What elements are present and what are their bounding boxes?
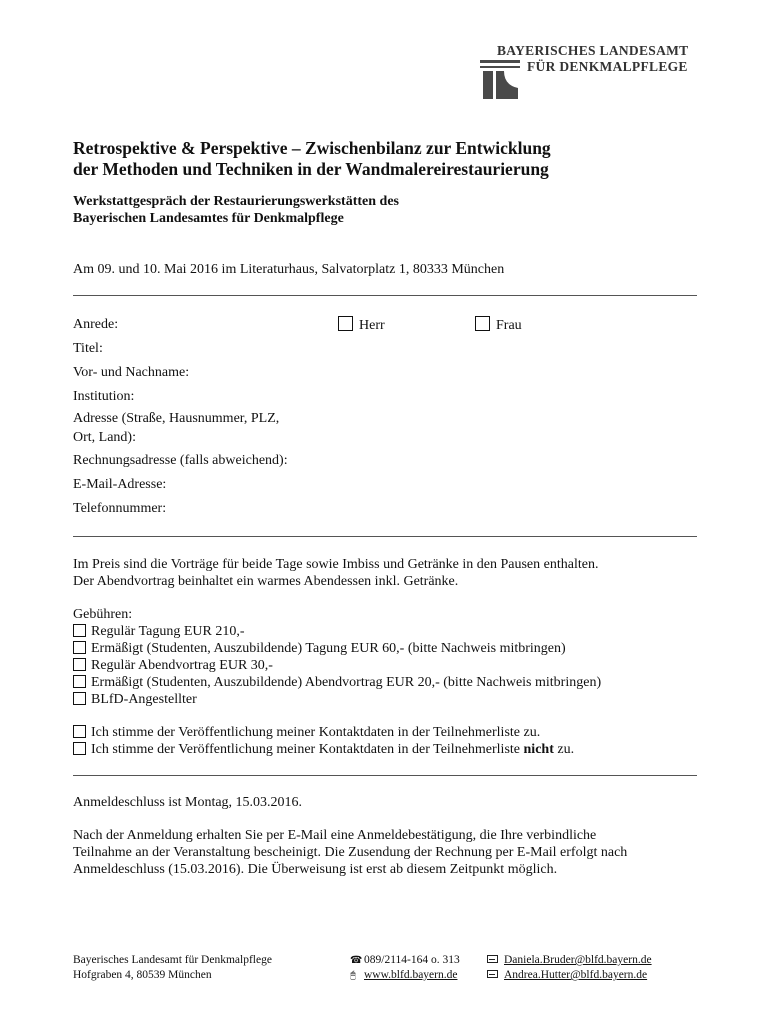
adresse-label-line-1: Adresse (Straße, Hausnummer, PLZ,	[73, 411, 280, 426]
fee-checkbox[interactable]	[73, 624, 86, 637]
fee-checkbox[interactable]	[73, 675, 86, 688]
footer-email-1[interactable]	[487, 953, 652, 968]
subtitle-line-1: Werkstattgespräch der Restaurierungswerkstätten des	[73, 194, 399, 209]
frau-checkbox[interactable]	[475, 316, 490, 331]
website-link[interactable]: www.blfd.bayern.de	[364, 969, 458, 981]
footer-email-2[interactable]	[487, 968, 647, 983]
email-label: E-Mail-Adresse:	[73, 477, 167, 492]
frau-option[interactable]	[475, 316, 522, 335]
titel-label: Titel:	[73, 341, 103, 356]
fee-option-label: Ermäßigt (Studenten, Auszubildende) Tagung EUR 60,- (bitte Nachweis mitbringen)	[91, 641, 566, 656]
closing-line-2: Teilnahme an der Veranstaltung bescheinigt. Die Zusendung der Rechnung per E-Mail erfolgt nach	[73, 845, 628, 860]
fee-option-label: Regulär Abendvortrag EUR 30,-	[91, 658, 273, 673]
event-date-location: Am 09. und 10. Mai 2016 im Literaturhaus, Salvatorplatz 1, 80333 München	[73, 262, 505, 277]
fees-heading: Gebühren:	[73, 607, 133, 622]
footer-org: Bayerisches Landesamt für Denkmalpflege	[73, 954, 272, 966]
herr-label: Herr	[359, 318, 385, 333]
consent-disagree-option[interactable]	[73, 741, 574, 759]
closing-line-1: Nach der Anmeldung erhalten Sie per E-Mail eine Anmeldebestätigung, die Ihre verbindliche	[73, 828, 597, 843]
frau-label: Frau	[496, 318, 522, 333]
consent-disagree-label: Ich stimme der Veröffentlichung meiner Kontaktdaten in der Teilnehmerliste nicht zu.	[91, 742, 575, 757]
fee-option[interactable]	[73, 623, 245, 641]
fee-option-label: BLfD-Angestellter	[91, 692, 197, 707]
adresse-label-line-2: Ort, Land):	[73, 430, 136, 445]
price-info-line-1: Im Preis sind die Vorträge für beide Tage sowie Imbiss und Getränke in den Pausen enthalten.	[73, 557, 599, 572]
fee-checkbox[interactable]	[73, 641, 86, 654]
subtitle-line-2: Bayerischen Landesamtes für Denkmalpflege	[73, 211, 344, 226]
telefon-label: Telefonnummer:	[73, 501, 167, 516]
fee-option[interactable]	[73, 674, 601, 692]
envelope-icon	[487, 955, 498, 963]
closing-line-3: Anmeldeschluss (15.03.2016). Die Überweisung ist erst ab diesem Zeitpunkt möglich.	[73, 862, 558, 877]
logo-mark	[480, 60, 520, 100]
rechnungsadresse-label: Rechnungsadresse (falls abweichend):	[73, 453, 288, 468]
email-link[interactable]: Daniela.Bruder@blfd.bayern.de	[504, 954, 652, 966]
price-info-line-2: Der Abendvortrag beinhaltet ein warmes Abendessen inkl. Getränke.	[73, 574, 459, 589]
mouse-icon: 🖰	[350, 970, 356, 981]
deadline-text: Anmeldeschluss ist Montag, 15.03.2016.	[73, 795, 303, 810]
footer-website[interactable]	[350, 968, 457, 983]
fee-option[interactable]	[73, 640, 566, 658]
fee-checkbox[interactable]	[73, 692, 86, 705]
footer-address: Hofgraben 4, 80539 München	[73, 969, 212, 981]
footer-phone: ☎ 089/2114-164 o. 313	[350, 954, 460, 966]
institution-label: Institution:	[73, 389, 135, 404]
herr-option[interactable]	[338, 316, 385, 335]
document-title-line-2: der Methoden und Techniken in der Wandmalereirestaurierung	[73, 159, 549, 179]
envelope-icon	[487, 970, 498, 978]
consent-disagree-checkbox[interactable]	[73, 742, 86, 755]
anrede-label: Anrede:	[73, 317, 119, 332]
divider	[73, 295, 697, 296]
fee-option-label: Ermäßigt (Studenten, Auszubildende) Abendvortrag EUR 20,- (bitte Nachweis mitbringen)	[91, 675, 602, 690]
logo-line-2: FÜR DENKMALPFLEGE	[527, 59, 688, 74]
consent-agree-checkbox[interactable]	[73, 725, 86, 738]
name-label: Vor- und Nachname:	[73, 365, 190, 380]
fee-option[interactable]	[73, 691, 197, 709]
fee-option[interactable]	[73, 657, 273, 675]
consent-agree-option[interactable]	[73, 724, 540, 742]
email-link[interactable]: Andrea.Hutter@blfd.bayern.de	[504, 969, 648, 981]
fee-option-label: Regulär Tagung EUR 210,-	[91, 624, 245, 639]
document-title-line-1: Retrospektive & Perspektive – Zwischenbilanz zur Entwicklung	[73, 138, 551, 158]
fee-checkbox[interactable]	[73, 658, 86, 671]
phone-icon: ☎	[350, 955, 363, 966]
logo-line-1: BAYERISCHES LANDESAMT	[497, 43, 689, 58]
divider	[73, 536, 697, 537]
herr-checkbox[interactable]	[338, 316, 353, 331]
divider	[73, 775, 697, 776]
consent-agree-label: Ich stimme der Veröffentlichung meiner Kontaktdaten in der Teilnehmerliste zu.	[91, 725, 541, 740]
